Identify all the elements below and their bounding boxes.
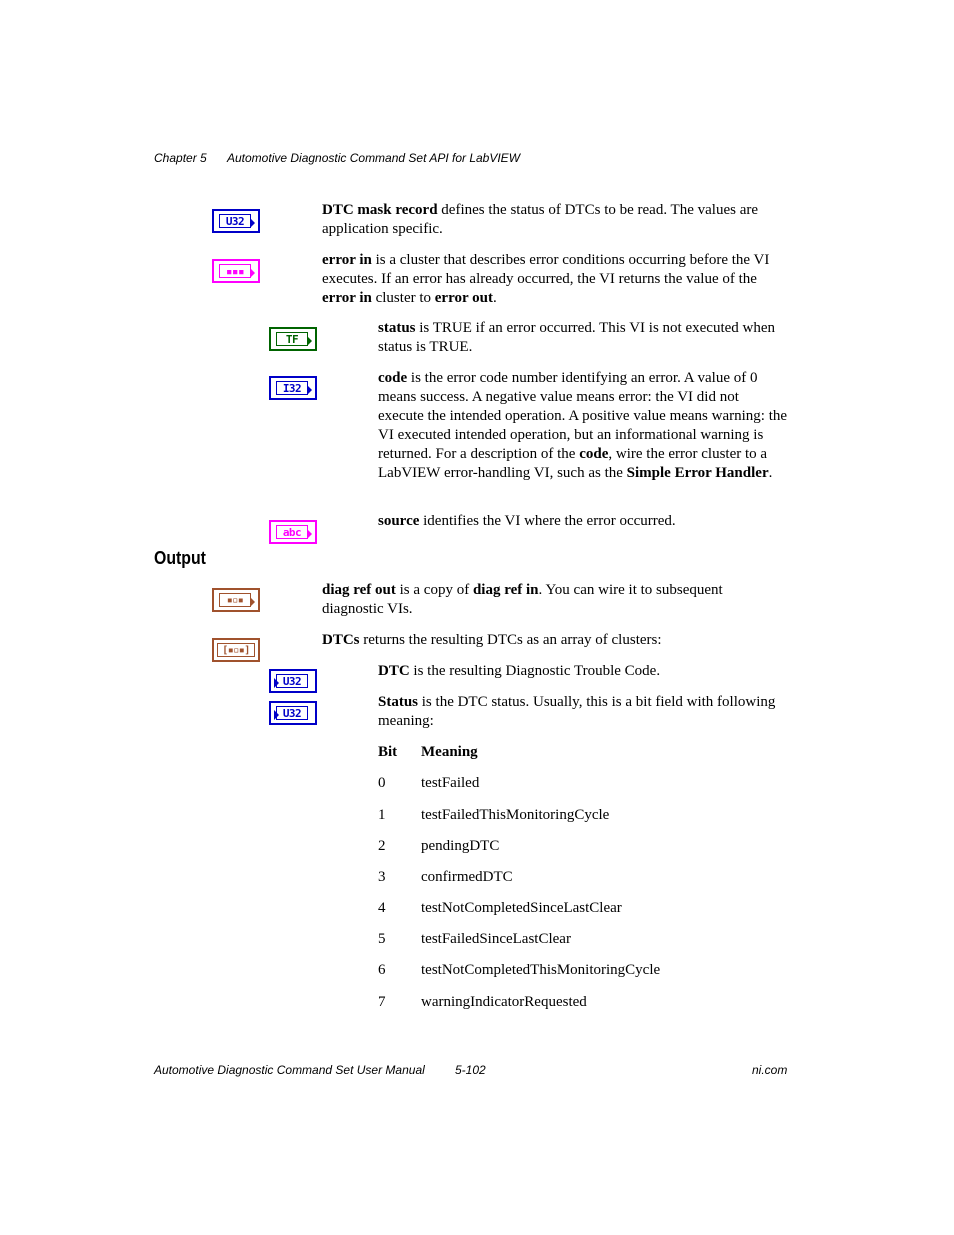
dtc-description: DTC is the resulting Diagnostic Trouble Code.	[378, 663, 661, 679]
status-description: status is TRUE if an error occurred. This VI is not executed when status is TRUE.	[378, 320, 776, 355]
source-description: source identifies the VI where the error occurred.	[378, 513, 676, 529]
array-cluster-terminal-icon: [▪▫▪]	[212, 638, 260, 662]
dtcs-description: DTCs returns the resulting DTCs as an array of clusters:	[322, 632, 662, 648]
u32-terminal-icon: U32	[269, 701, 317, 725]
output-heading: Output	[154, 548, 206, 568]
footer-site: ni.com	[752, 1063, 788, 1077]
error-in-description: error in is a cluster that describes error conditions occurring before the VI executes. If an error has already occurred, the VI returns the value of the error in cluster to error out.	[322, 252, 770, 306]
chapter-label: Chapter 5	[154, 151, 207, 165]
u32-terminal-icon: U32	[212, 209, 260, 233]
dtc-status-description: Status is the DTC status. Usually, this is a bit field with following meaning:	[378, 694, 776, 729]
footer-manual-title: Automotive Diagnostic Command Set User Manual	[154, 1063, 425, 1077]
u32-terminal-icon: U32	[269, 669, 317, 693]
boolean-terminal-icon: TF	[269, 327, 317, 351]
string-terminal-icon: abc	[269, 520, 317, 544]
code-description: code is the error code number identifying an error. A value of 0 means success. A negative value means error: the VI did not execute the intended operation. A positive value means warning: the VI executed intended operation, but an informational warning is returned. For a description of the code, wire the error cluster to a LabVIEW error-handling VI, such as the Simple Error Handler.	[378, 370, 788, 481]
footer-page-number: 5-102	[455, 1063, 486, 1077]
dtc-mask-description: DTC mask record defines the status of DTCs to be read. The values are application specific.	[322, 202, 759, 237]
error-cluster-terminal-icon: ▪▪▪	[212, 259, 260, 283]
diag-ref-out-description: diag ref out is a copy of diag ref in. You can wire it to subsequent diagnostic VIs.	[322, 582, 723, 617]
chapter-title: Automotive Diagnostic Command Set API for LabVIEW	[227, 151, 521, 165]
i32-terminal-icon: I32	[269, 376, 317, 400]
refnum-terminal-icon: ▪▫▪	[212, 588, 260, 612]
